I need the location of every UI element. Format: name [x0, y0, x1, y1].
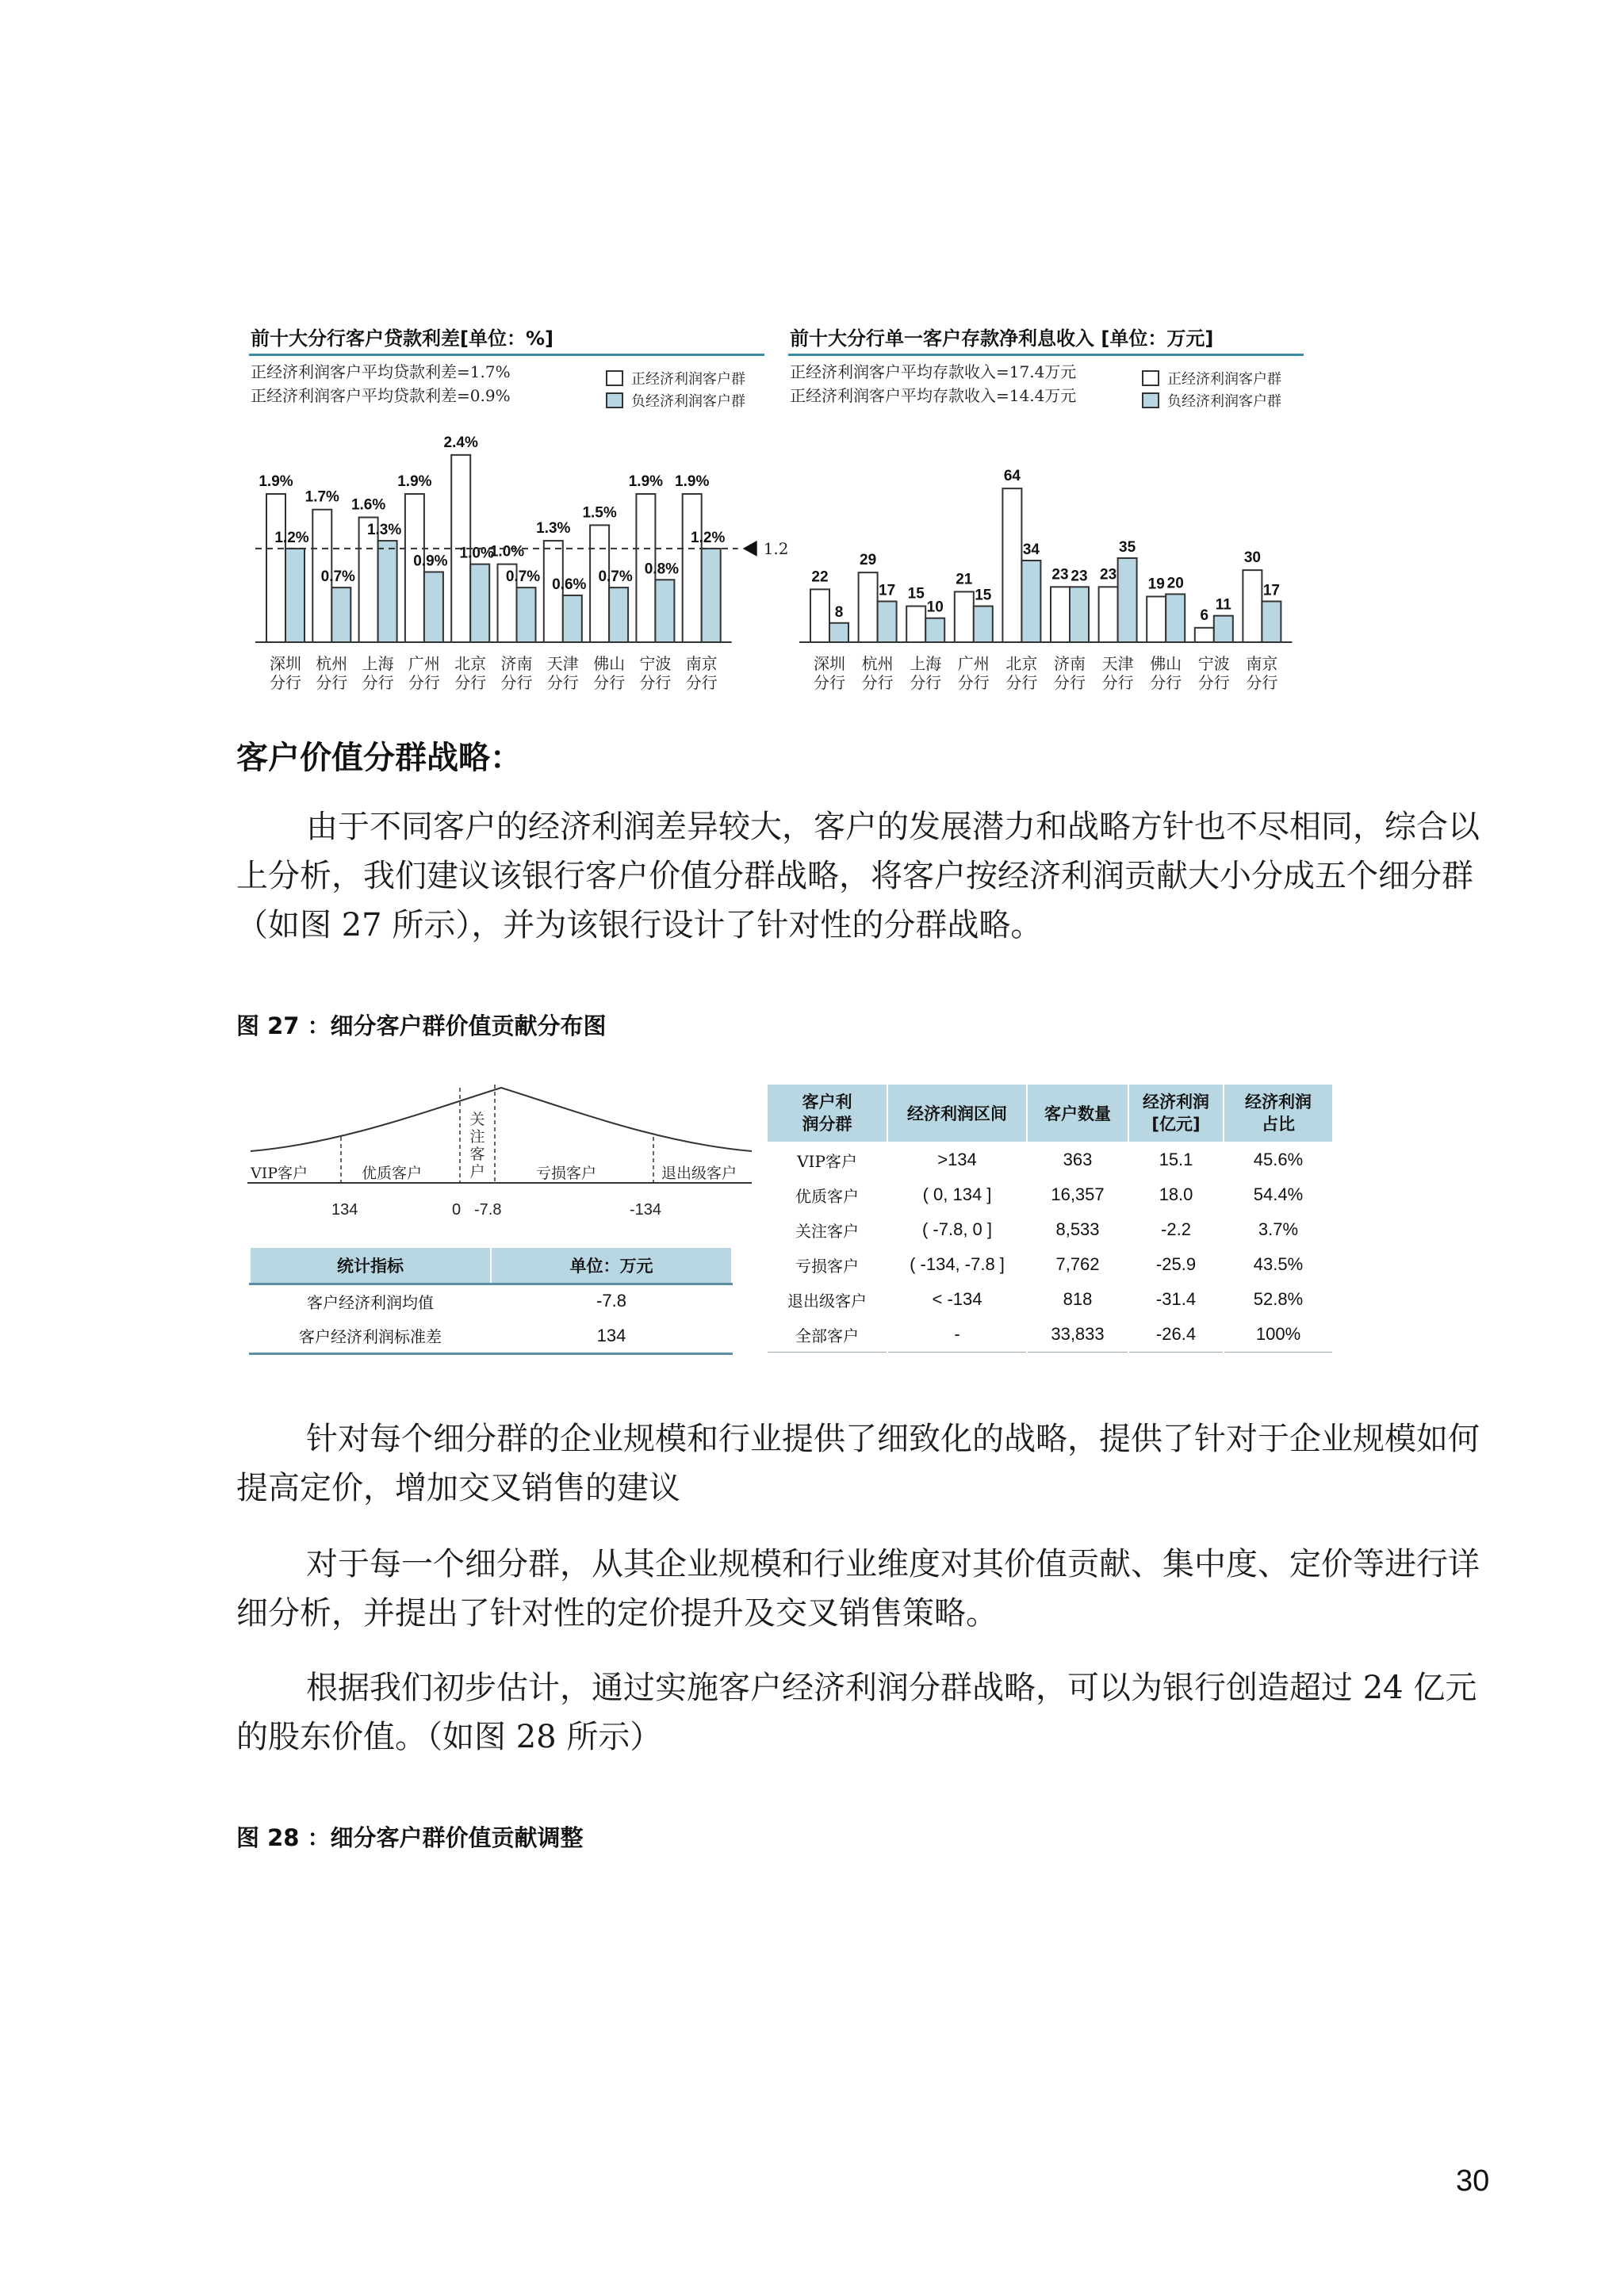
- data-label-positive: 23: [1100, 566, 1117, 584]
- chart1-legend-pos: [606, 367, 745, 389]
- segment-watch-char: 户: [469, 1163, 485, 1181]
- category-label: 分行: [1101, 673, 1134, 692]
- segment-cell: ( -7.8, 0 ]: [887, 1212, 1027, 1247]
- bar-positive: [859, 572, 878, 642]
- category-label: 北京: [454, 654, 487, 673]
- bar-negative: [378, 541, 397, 642]
- category-label: 分行: [408, 673, 440, 692]
- bar-positive: [1099, 587, 1118, 642]
- data-label-negative: 0.6%: [552, 576, 587, 593]
- category-label: 分行: [861, 673, 894, 692]
- bar-negative: [1262, 602, 1281, 643]
- bar-negative: [925, 618, 944, 642]
- segment-watch-label: [469, 1111, 485, 1181]
- distribution-curve: [251, 1088, 752, 1151]
- segment-cell: 52.8%: [1224, 1282, 1333, 1317]
- table-row: [767, 1177, 1333, 1212]
- stats-cell: -7.8: [491, 1284, 732, 1318]
- bar-negative: [829, 623, 848, 642]
- legend-label: 负经济利润客户群: [1167, 393, 1281, 410]
- segment-cell: 亏损客户: [767, 1247, 887, 1282]
- category-label: 广州: [957, 654, 990, 673]
- segment-cell: 关注客户: [767, 1212, 887, 1247]
- category-label: 分行: [1054, 673, 1086, 692]
- data-label-negative: 0.7%: [598, 568, 633, 586]
- distribution-diagram: [247, 1078, 755, 1221]
- data-label-positive: 29: [860, 552, 877, 569]
- header-text: 客户利润分群: [802, 1093, 852, 1134]
- category-label: 杭州: [861, 654, 894, 673]
- bar-positive: [1195, 628, 1214, 642]
- legend-label: 正经济利润客户群: [631, 371, 745, 388]
- category-label: 分行: [685, 673, 718, 692]
- data-label-negative: 10: [926, 599, 944, 616]
- category-label: 上海: [910, 654, 942, 673]
- legend-swatch-neg: [606, 392, 623, 408]
- bar-positive: [1051, 587, 1070, 642]
- data-label-negative: 11: [1215, 596, 1231, 614]
- chart2-title: 前十大分行单一客户存款净利息收入 [单位：万元]: [790, 327, 1214, 350]
- reference-label: 1.2: [763, 538, 789, 558]
- bar-negative: [1021, 561, 1040, 642]
- category-label: 广州: [408, 654, 440, 673]
- data-label-negative: 0.9%: [413, 553, 448, 570]
- category-label: 分行: [454, 673, 487, 692]
- paragraph-3: 对于每一个细分群，从其企业规模和行业维度对其价值贡献、集中度、定价等进行详细分析，并提出了针对性的定价提升及交叉销售策略。: [236, 1546, 1480, 1632]
- chart1-plot: [238, 412, 809, 706]
- chart2-legend: [1142, 367, 1281, 411]
- segment-cell: 退出级客户: [767, 1282, 887, 1317]
- segment-watch-char: 注: [469, 1128, 485, 1146]
- data-label-positive: 2.4%: [443, 434, 478, 451]
- chart2-rule: [788, 354, 1304, 356]
- category-label: 济南: [500, 654, 533, 673]
- category-label: 分行: [1197, 673, 1230, 692]
- data-label-negative: 0.8%: [644, 561, 680, 578]
- stats-col-header: 单位：万元: [491, 1247, 732, 1284]
- category-label: 天津: [546, 654, 579, 673]
- segment-cell: -2.2: [1128, 1212, 1224, 1247]
- table-row: [767, 1247, 1333, 1282]
- stats-table: [249, 1246, 733, 1355]
- paragraph-2: 针对每个细分群的企业规模和行业提供了细致化的战略，提供了针对于企业规模如何提高定价，增加交叉销售的建议: [236, 1421, 1480, 1506]
- bar-negative: [424, 572, 443, 642]
- bar-negative: [563, 595, 582, 642]
- threshold-neg7-8: -7.8: [474, 1201, 502, 1219]
- stats-table-header: [250, 1247, 732, 1284]
- chart2-note-1: 正经济利润客户平均存款收入=17.4万元: [790, 362, 1077, 381]
- category-label: 天津: [1101, 654, 1134, 673]
- data-label-positive: 23: [1051, 566, 1069, 584]
- data-label-negative: 17: [1262, 582, 1280, 599]
- category-label: 佛山: [1150, 654, 1182, 673]
- category-label: 分行: [639, 673, 672, 692]
- data-label-positive: 1.3%: [536, 520, 571, 538]
- table-row: [250, 1284, 732, 1318]
- segment-cell: 8,533: [1027, 1212, 1128, 1247]
- data-label-positive: 1.7%: [304, 488, 339, 506]
- bar-positive: [906, 607, 925, 642]
- chart1-note-1: 正经济利润客户平均贷款利差=1.7%: [251, 362, 511, 381]
- category-label: 分行: [270, 673, 301, 692]
- segment-watch: [469, 1111, 485, 1181]
- segment-cell: 363: [1027, 1142, 1128, 1177]
- bar-positive: [1243, 570, 1262, 642]
- data-label-positive: 1.9%: [259, 473, 293, 491]
- category-label: 分行: [910, 673, 942, 692]
- threshold-134: 134: [331, 1201, 358, 1219]
- data-label-positive: 64: [1003, 468, 1021, 485]
- stats-cell: 134: [491, 1318, 732, 1353]
- bar-positive: [683, 494, 702, 642]
- table-row: [767, 1282, 1333, 1317]
- data-label-negative: 15: [975, 587, 992, 604]
- figure-28-caption: 图 28 ：细分客户群价值贡献调整: [236, 1824, 584, 1851]
- data-label-negative: 8: [834, 603, 844, 621]
- data-label-negative: 1.0%: [459, 545, 494, 562]
- stats-cell: 客户经济利润标准差: [250, 1318, 491, 1353]
- segment-cell: 7,762: [1027, 1247, 1128, 1282]
- segment-col-header: [1128, 1084, 1224, 1142]
- figure-27-caption: 图 27 ：细分客户群价值贡献分布图: [236, 1012, 607, 1039]
- paragraph-4: 根据我们初步估计，通过实施客户经济利润分群战略，可以为银行创造超过 24 亿元的股东价值。（如图 28 所示）: [236, 1670, 1477, 1755]
- category-label: 分行: [1246, 673, 1278, 692]
- legend-label: 负经济利润客户群: [631, 393, 745, 410]
- legend-swatch-neg: [1142, 392, 1159, 408]
- segment-watch-char: 客: [469, 1146, 485, 1163]
- category-label: 南京: [685, 654, 718, 673]
- bar-positive: [266, 494, 285, 642]
- bar-negative: [331, 587, 350, 642]
- bar-negative: [517, 587, 536, 642]
- data-label-negative: 0.7%: [320, 568, 355, 586]
- chart2-legend-neg: [1142, 389, 1281, 411]
- bar-negative: [285, 549, 304, 642]
- data-label-positive: 1.6%: [350, 496, 386, 514]
- segment-exit: 退出级客户: [661, 1165, 737, 1182]
- reference-arrow-icon: [743, 541, 757, 557]
- category-label: 上海: [362, 654, 394, 673]
- legend-swatch-pos: [606, 370, 623, 386]
- data-label-positive: 1.5%: [582, 504, 617, 522]
- category-label: 深圳: [814, 654, 845, 673]
- segment-cell: -31.4: [1128, 1282, 1224, 1317]
- threshold-0: 0: [452, 1201, 462, 1219]
- category-label: 宁波: [1197, 654, 1230, 673]
- section-heading: 客户价值分群战略：: [236, 739, 522, 776]
- category-label: 分行: [362, 673, 394, 692]
- table-row: [767, 1142, 1333, 1177]
- category-label: 杭州: [316, 654, 348, 673]
- segment-cell: 43.5%: [1224, 1247, 1333, 1282]
- data-label-positive: 1.9%: [628, 473, 664, 491]
- data-label-positive: 1.0%: [489, 543, 525, 561]
- category-label: 分行: [1150, 673, 1182, 692]
- segment-cell: -26.4: [1128, 1317, 1224, 1352]
- segment-cell: 33,833: [1027, 1317, 1128, 1352]
- segment-cell: ( 0, 134 ]: [887, 1177, 1027, 1212]
- data-label-positive: 15: [907, 585, 925, 603]
- segment-cell: >134: [887, 1142, 1027, 1177]
- segment-cell: 优质客户: [767, 1177, 887, 1212]
- segment-cell: VIP客户: [767, 1142, 887, 1177]
- category-label: 深圳: [270, 654, 301, 673]
- segment-col-header: [767, 1084, 887, 1142]
- data-label-negative: 1.2%: [274, 529, 309, 546]
- bar-negative: [878, 602, 897, 643]
- bar-positive: [810, 589, 829, 642]
- category-label: 南京: [1246, 654, 1278, 673]
- segment-cell: -: [887, 1317, 1027, 1352]
- data-label-positive: 30: [1243, 549, 1261, 567]
- chart2-note-2: 正经济利润客户平均存款收入=14.4万元: [790, 386, 1077, 405]
- category-label: 分行: [500, 673, 533, 692]
- segment-loss: 亏损客户: [536, 1165, 597, 1182]
- segment-table-body: [767, 1142, 1333, 1352]
- data-label-positive: 21: [956, 571, 973, 588]
- data-label-positive: 1.9%: [397, 473, 432, 491]
- table-row: [250, 1318, 732, 1353]
- segment-col-header: 经济利润区间: [887, 1084, 1027, 1142]
- bar-negative: [655, 580, 674, 642]
- chart2-plot: [793, 412, 1316, 706]
- data-label-negative: 23: [1071, 568, 1088, 585]
- bar-positive: [955, 591, 974, 642]
- segment-cell: 16,357: [1027, 1177, 1128, 1212]
- category-label: 北京: [1005, 654, 1038, 673]
- bar-positive: [1147, 596, 1166, 642]
- chart1-note-2: 正经济利润客户平均贷款利差=0.9%: [251, 386, 511, 405]
- bar-negative: [470, 564, 489, 642]
- data-label-negative: 35: [1119, 538, 1136, 556]
- stats-cell: 客户经济利润均值: [250, 1284, 491, 1318]
- data-label-negative: 1.2%: [691, 529, 726, 546]
- category-label: 佛山: [593, 654, 626, 673]
- bar-negative: [1118, 558, 1137, 642]
- legend-swatch-pos: [1142, 370, 1159, 386]
- category-label: 分行: [546, 673, 579, 692]
- stats-col-header: 统计指标: [250, 1247, 491, 1284]
- segment-col-header: 客户数量: [1027, 1084, 1128, 1142]
- segment-watch-char: 关: [469, 1111, 485, 1128]
- category-label: 分行: [1005, 673, 1038, 692]
- data-label-negative: 0.7%: [505, 568, 541, 586]
- segment-cell: 15.1: [1128, 1142, 1224, 1177]
- data-label-negative: 1.3%: [366, 522, 402, 539]
- segment-cell: 3.7%: [1224, 1212, 1333, 1247]
- page-number: 30: [1456, 2164, 1490, 2198]
- segment-vip: VIP客户: [251, 1165, 308, 1182]
- data-label-positive: 22: [811, 568, 829, 586]
- segment-cell: 100%: [1224, 1317, 1333, 1352]
- data-label-positive: 1.9%: [675, 473, 710, 491]
- chart1-legend: [606, 367, 745, 411]
- chart1-title: 前十大分行客户贷款利差[单位：%]: [251, 327, 553, 350]
- bar-negative: [974, 607, 993, 642]
- category-label: 分行: [957, 673, 990, 692]
- chart1-legend-neg: [606, 389, 745, 411]
- data-label-negative: 17: [879, 582, 896, 599]
- table-row: [767, 1212, 1333, 1247]
- segment-table: [766, 1083, 1334, 1353]
- segment-col-header: [1224, 1084, 1333, 1142]
- segment-cell: -25.9: [1128, 1247, 1224, 1282]
- bar-negative: [609, 587, 628, 642]
- category-label: 分行: [316, 673, 348, 692]
- bar-negative: [1166, 594, 1185, 642]
- segment-cell: 54.4%: [1224, 1177, 1333, 1212]
- segment-table-header: [767, 1084, 1333, 1142]
- data-label-positive: 19: [1147, 576, 1165, 593]
- data-label-negative: 20: [1166, 575, 1184, 592]
- chart2-legend-pos: [1142, 367, 1281, 389]
- bar-negative: [1214, 616, 1233, 642]
- segment-quality: 优质客户: [362, 1165, 423, 1182]
- header-text: 经济利润占比: [1245, 1093, 1312, 1134]
- legend-label: 正经济利润客户群: [1167, 371, 1281, 388]
- threshold-neg134: -134: [630, 1201, 662, 1219]
- chart1-rule: [249, 354, 764, 356]
- data-label-positive: 6: [1200, 607, 1209, 624]
- category-label: 分行: [814, 673, 845, 692]
- bar-negative: [1070, 587, 1089, 642]
- category-label: 分行: [593, 673, 626, 692]
- category-label: 济南: [1054, 654, 1086, 673]
- segment-cell: < -134: [887, 1282, 1027, 1317]
- segment-cell: 45.6%: [1224, 1142, 1333, 1177]
- data-label-negative: 34: [1022, 541, 1040, 558]
- segment-cell: 818: [1027, 1282, 1128, 1317]
- segment-cell: 全部客户: [767, 1317, 887, 1352]
- bar-negative: [702, 549, 721, 642]
- segment-cell: ( -134, -7.8 ]: [887, 1247, 1027, 1282]
- segment-cell: 18.0: [1128, 1177, 1224, 1212]
- table-row: [767, 1317, 1333, 1352]
- bar-positive: [1002, 488, 1021, 642]
- paragraph-1: 由于不同客户的经济利润差异较大，客户的发展潜力和战略方针也不尽相同，综合以上分析，我们建议该银行客户价值分群战略，将客户按经济利润贡献大小分成五个细分群（如图 27 所示），并为该银行设计了针对性的分群战略。: [236, 809, 1480, 943]
- category-label: 宁波: [639, 654, 672, 673]
- header-text: 经济利润[亿元]: [1143, 1093, 1209, 1134]
